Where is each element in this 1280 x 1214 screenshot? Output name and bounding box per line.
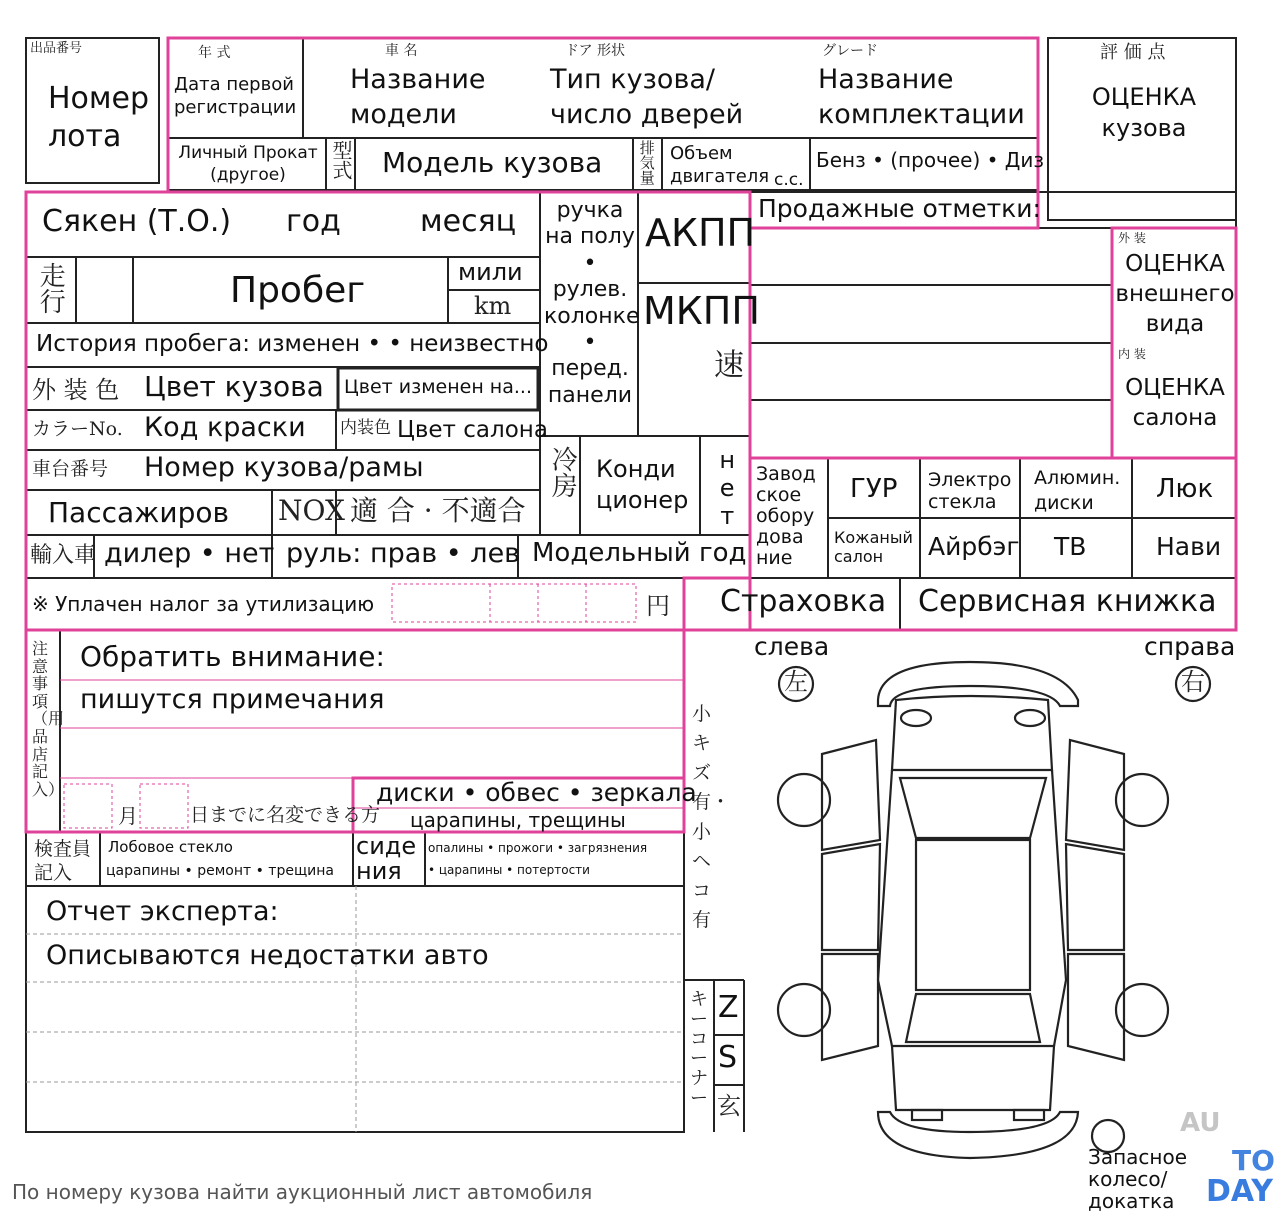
remarks-label: пишутся примечания: [80, 684, 385, 715]
body-score-label: ОЦЕНКА кузова: [1091, 83, 1197, 143]
sales-marks-label: Продажные отметки:: [758, 194, 1041, 223]
defects-label: Описываются недостатки авто: [46, 940, 489, 971]
seat-items-line2: • царапины • потертости: [428, 863, 590, 877]
miles-label: мили: [458, 258, 523, 286]
key-corner-jp-label: キーコーナー: [690, 989, 708, 1109]
chassis-number-label: Номер кузова/рамы: [144, 452, 424, 483]
shaken-label: Сякен (Т.О.): [42, 204, 232, 239]
mileage-jp-label: 走行: [35, 262, 66, 314]
fuel-type-label: Бенз • (прочее) • Диз: [816, 148, 1045, 172]
km-label: km: [474, 292, 512, 320]
power-steering-label: ГУР: [850, 474, 898, 504]
navi-label: Нави: [1156, 532, 1222, 561]
passengers-label: Пассажиров: [48, 496, 229, 529]
seats-label: сиде ния: [356, 832, 417, 886]
tv-label: ТВ: [1054, 532, 1087, 561]
lot-jp-label: 出品番号: [30, 41, 83, 56]
color-changed-label: Цвет изменен на...: [344, 376, 532, 398]
score-jp-label: 評 価 点: [1100, 42, 1166, 63]
grade-jp-label: グレード: [822, 43, 878, 59]
exterior-score-label: ОЦЕНКА внешнего вида: [1115, 251, 1235, 337]
paint-code-label: Код краски: [144, 412, 306, 443]
spare-wheel-label: Запасное колесо/докатка: [1088, 1145, 1188, 1213]
speed-jp-label: 速: [714, 348, 744, 383]
left-jp-label: 左: [784, 668, 808, 696]
nox-label: NOX: [278, 494, 345, 527]
exterior-jp-label: 外 装: [1118, 231, 1146, 245]
interior-color-jp-label: 内装色: [340, 418, 391, 438]
shifter-position-label: ручка на полу • рулев. колонке • перед. панели: [544, 198, 640, 408]
nox-compliance-label: 適 合 · 不適合: [350, 494, 526, 527]
airbag-label: Айрбэг: [928, 532, 1020, 561]
name-change-deadline-jp: 日までに名変できる方: [190, 804, 381, 826]
insurance-label: Страховка: [720, 584, 887, 619]
steering-label: руль: прав • лев: [286, 538, 521, 569]
automatic-label: АКПП: [645, 211, 756, 255]
notes-jp-label: 注意事項（用品店記入）: [32, 639, 65, 799]
watermark-top: AU: [1180, 1108, 1221, 1138]
body-jp-label: ドア 形状: [565, 43, 626, 59]
car-diagram: [778, 662, 1210, 1158]
color-jp-label: 外 装 色: [32, 376, 120, 404]
import-jp-label: 輸入車: [30, 543, 97, 568]
model-name-label: Название модели: [350, 64, 486, 131]
chassis-jp-label: 車台番号: [32, 458, 109, 480]
aircon-label: Конди ционер: [596, 455, 689, 515]
z-label: Z: [718, 990, 739, 1025]
windshield-label: Лобовое стекло: [108, 838, 233, 856]
alloy-wheels-label: Алюмин. диски: [1034, 467, 1121, 514]
usage-type-label: Личный Прокат (другое): [178, 143, 318, 186]
grade-name-label: Название комплектации: [818, 64, 1025, 131]
interior-score-label: ОЦЕНКА салона: [1125, 375, 1225, 431]
interior-color-label: Цвет салона: [397, 417, 548, 443]
factory-equipment-label: Завод ское обору дова ние: [756, 463, 816, 569]
body-model-label: Модель кузова: [382, 146, 603, 179]
month-label: месяц: [420, 204, 517, 239]
windshield-items-label: царапины • ремонт • трещина: [106, 863, 334, 879]
body-color-label: Цвет кузова: [144, 370, 324, 403]
first-registration-label: Дата первой регистрации: [174, 74, 297, 118]
genkan-jp-label: 玄: [717, 1092, 741, 1120]
expert-report-label: Отчет эксперта:: [46, 896, 279, 927]
mileage-history-label: История пробега: изменен • • неизвестно: [36, 331, 549, 357]
inspector-jp-label: 検査員記入: [34, 838, 92, 884]
left-side-label: слева: [754, 632, 830, 661]
month-jp-label: 月: [118, 804, 138, 828]
service-book-label: Сервисная книжка: [918, 584, 1217, 619]
year-label: год: [286, 204, 341, 239]
leather-seats-label: Кожаный салон: [834, 528, 913, 567]
displacement-label: Объем двигателя: [670, 143, 770, 188]
power-windows-label: Электро стекла: [928, 469, 1012, 513]
watermark-mid: TO: [1232, 1144, 1275, 1177]
wheels-body-mirrors-label: диски • обвес • зеркала: [376, 778, 697, 807]
katashiki-jp-label: 型式: [329, 140, 353, 180]
aircon-none-label: нет: [713, 446, 742, 530]
dealer-label: дилер • нет: [104, 538, 275, 569]
manual-label: МКПП: [643, 289, 760, 333]
watermark-bottom: DAY: [1206, 1174, 1273, 1209]
s-label: S: [718, 1040, 738, 1075]
yen-label: 円: [646, 592, 670, 620]
recycle-fee-label: ※ Уплачен налог за утилизацию: [32, 592, 375, 616]
scratches-cracks-label: царапины, трещины: [410, 808, 626, 832]
cc-unit: c.c.: [774, 170, 804, 190]
page-caption: По номеру кузова найти аукционный лист автомобиля: [12, 1180, 593, 1204]
reg-jp-label: 年 式: [198, 45, 231, 61]
attention-label: Обратить внимание:: [80, 640, 385, 673]
aircon-jp-label: 冷房: [547, 446, 578, 498]
right-side-label: справа: [1144, 632, 1236, 661]
interior-jp-label: 内 装: [1118, 347, 1146, 361]
color-no-jp-label: カラーNo.: [32, 418, 123, 440]
model-year-label: Модельный год: [532, 538, 747, 568]
mileage-label: Пробег: [230, 270, 366, 311]
displacement-jp-label: 排気量: [637, 140, 656, 185]
seat-items-line1: опалины • прожоги • загрязнения: [428, 841, 648, 855]
small-dents-jp-label: 小キズ有・小ヘコ有: [692, 703, 731, 932]
right-jp-label: 右: [1181, 668, 1205, 696]
body-type-label: Тип кузова/ число дверей: [550, 64, 744, 131]
lot-number-label: Номер лота: [48, 81, 150, 154]
model-jp-label: 車 名: [385, 43, 418, 59]
sunroof-label: Люк: [1156, 474, 1214, 504]
